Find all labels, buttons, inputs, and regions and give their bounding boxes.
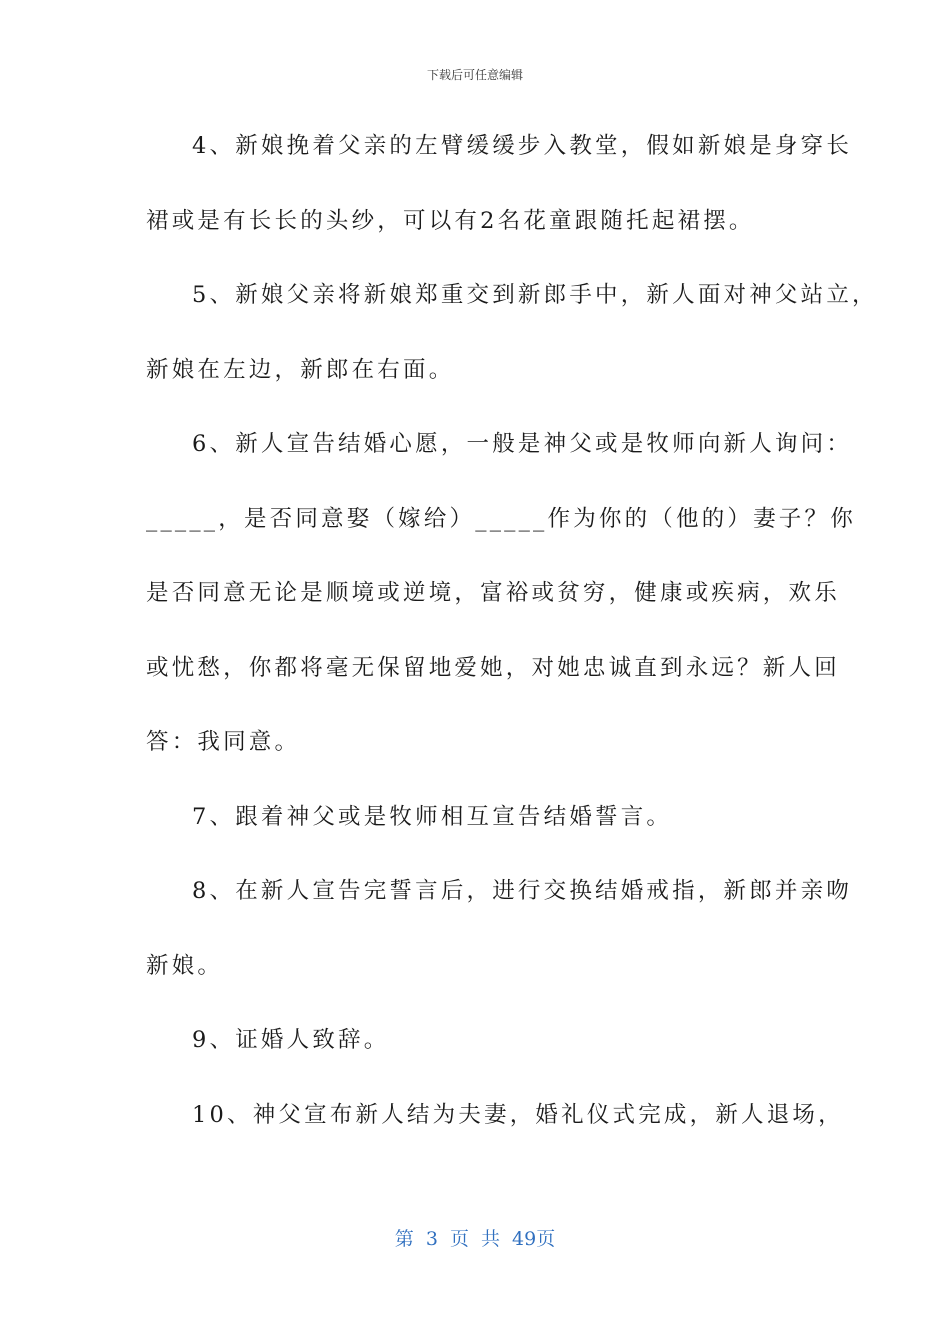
paragraph-line: 裙或是有长长的头纱，可以有2名花童跟随托起裙摆。 <box>146 207 755 234</box>
paragraph-line: 9、证婚人致辞。 <box>192 1027 390 1053</box>
page-number: 第 3 页 共 49页 <box>394 1228 556 1250</box>
paragraph-line: 新娘。 <box>146 952 224 979</box>
paragraph-line: 8、在新人宣告完誓言后，进行交换结婚戒指，新郎并亲吻 <box>192 878 853 904</box>
paragraph-line: 或忧愁，你都将毫无保留地爱她，对她忠诚直到永远？新人回 <box>146 654 840 681</box>
paragraph-line: 是否同意无论是顺境或逆境，富裕或贫穷，健康或疾病，欢乐 <box>146 580 840 606</box>
paragraph-line: 4、新娘挽着父亲的左臂缓缓步入教堂，假如新娘是身穿长 <box>192 133 853 159</box>
paragraph-line: 10、神父宣布新人结为夫妻，婚礼仪式完成，新人退场， <box>192 1101 844 1128</box>
paragraph-line: _____，是否同意娶（嫁给）_____作为你的（他的）妻子？你 <box>146 505 856 532</box>
body-text <box>146 118 878 1161</box>
paragraph-line: 5、新娘父亲将新娘郑重交到新郎手中，新人面对神父站立， <box>192 282 878 308</box>
header-note: 下载后可任意编辑 <box>426 68 523 82</box>
paragraph-line: 答：我同意。 <box>146 729 301 755</box>
paragraph-line: 7、跟着神父或是牧师相互宣告结婚誓言。 <box>192 803 673 830</box>
paragraph-line: 6、新人宣告结婚心愿，一般是神父或是牧师向新人询问： <box>192 431 853 457</box>
paragraph-line: 新娘在左边，新郎在右面。 <box>146 356 455 383</box>
